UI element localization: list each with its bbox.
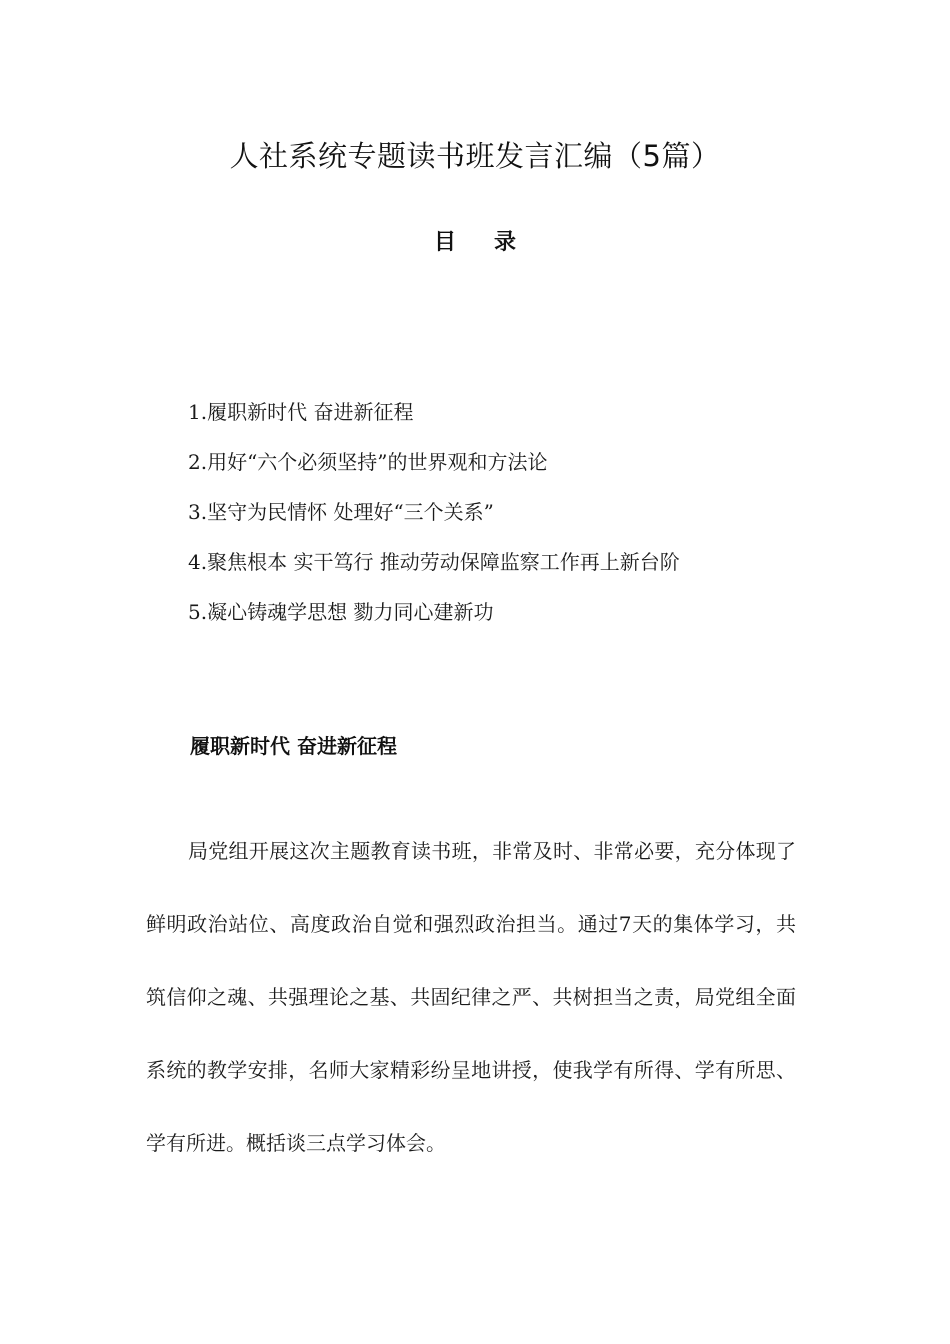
toc-item: 5.凝心铸魂学思想 勠力同心建新功	[188, 600, 494, 624]
table-of-contents	[188, 398, 680, 648]
toc-item: 4.聚焦根本 实干笃行 推动劳动保障监察工作再上新台阶	[188, 550, 680, 574]
toc-item: 2.用好“六个必须坚持”的世界观和方法论	[188, 450, 548, 474]
document-title: 人社系统专题读书班发言汇编（5篇）	[229, 139, 721, 173]
section-body-paragraph: 局党组开展这次主题教育读书班，非常及时、非常必要，充分体现了鲜明政治站位、高度政治自觉和强烈政治担当。通过7天的集体学习，共筑信仰之魂、共强理论之基、共固纪律之严、共树担当之责，局党组全面系统的教学安排，名师大家精彩纷呈地讲授，使我学有所得、学有所思、学有所进。概括谈三点学习体会。	[146, 839, 796, 1155]
toc-heading: 目录	[433, 230, 554, 255]
section-title: 履职新时代 奋进新征程	[190, 734, 397, 758]
toc-item: 1.履职新时代 奋进新征程	[188, 400, 414, 424]
toc-item: 3.坚守为民情怀 处理好“三个关系”	[188, 500, 494, 524]
